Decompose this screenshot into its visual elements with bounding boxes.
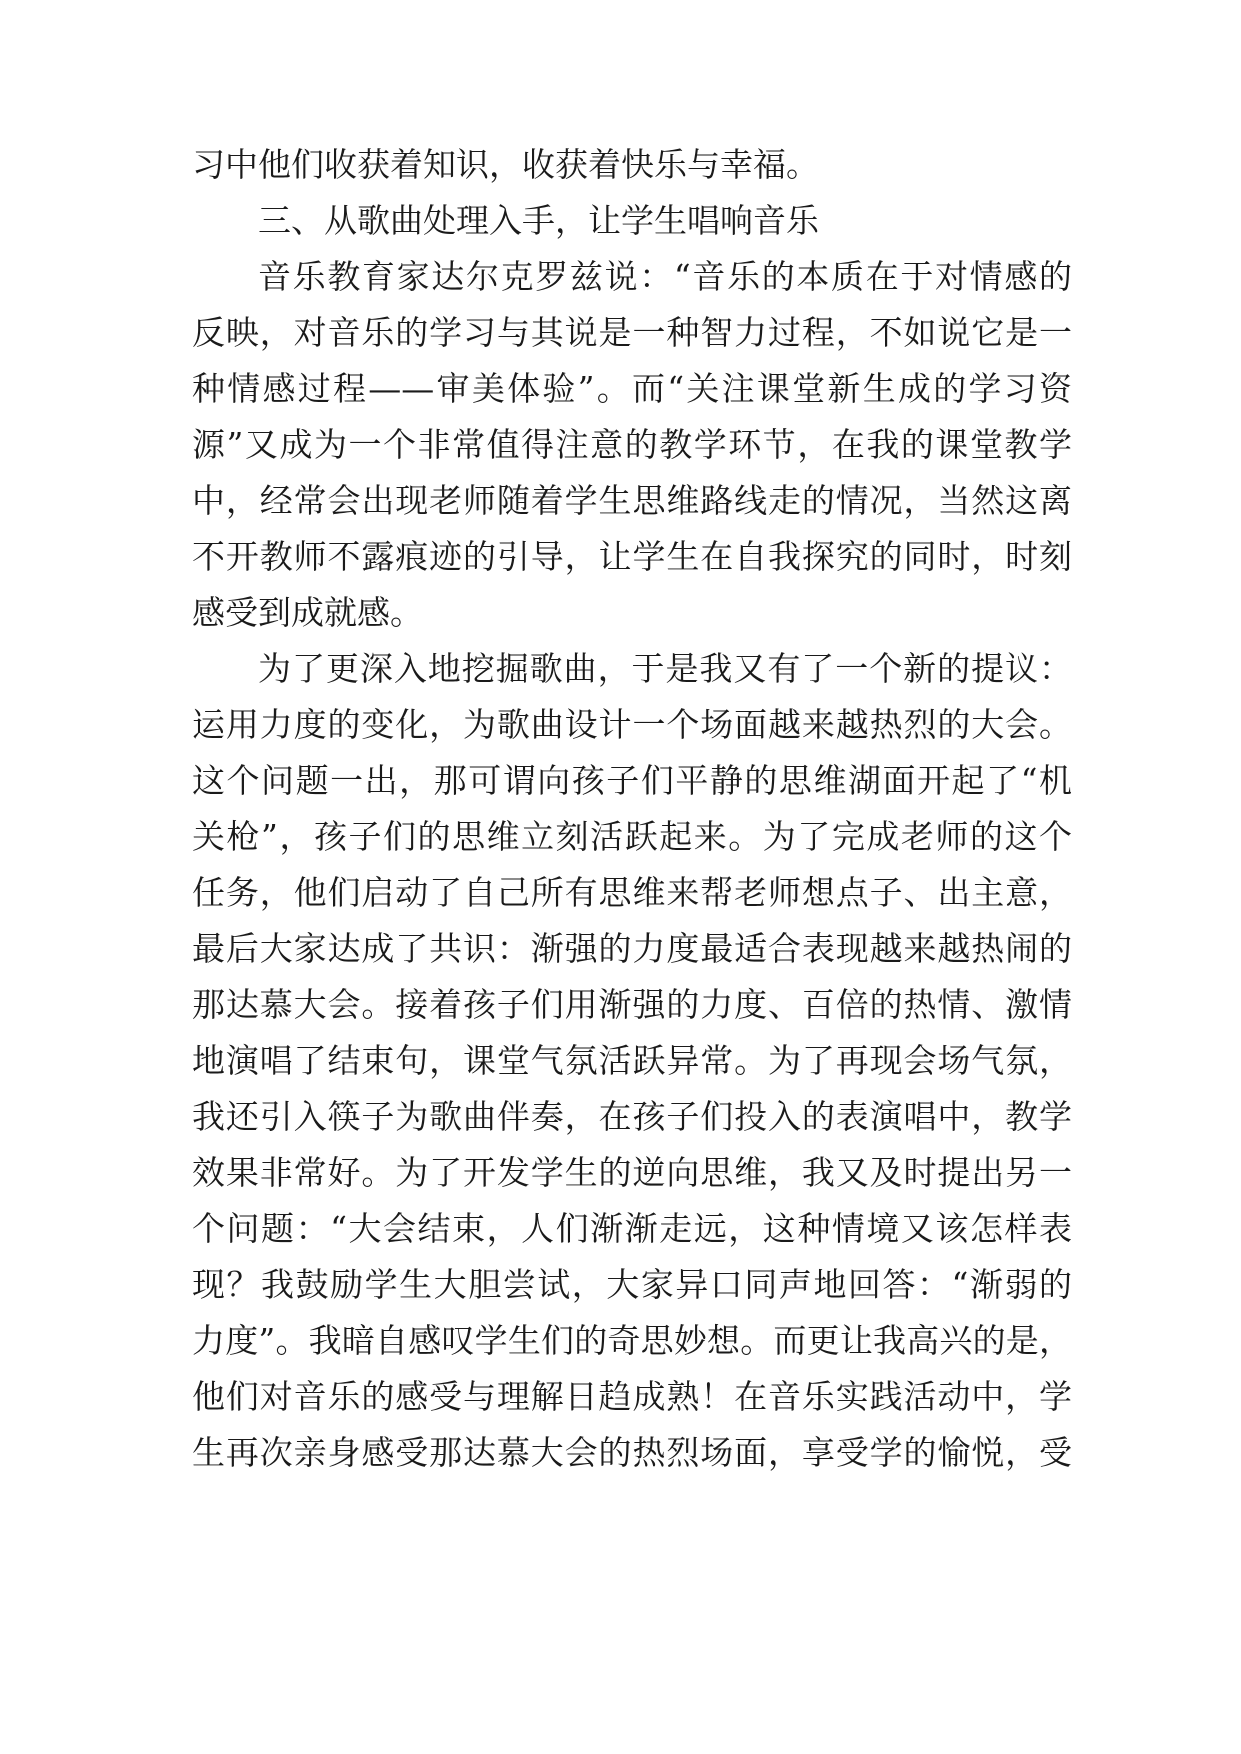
text-line: 不开教师不露痕迹的引导，让学生在自我探究的同时，时刻 (192, 537, 1072, 576)
text-line: 个问题：“大会结束，人们渐渐走远，这种情境又该怎样表 (192, 1209, 1072, 1248)
text-line: 种情感过程——审美体验”。而“关注课堂新生成的学习资 (192, 369, 1072, 408)
text-line: 地演唱了结束句，课堂气氛活跃异常。为了再现会场气氛， (192, 1041, 1072, 1080)
text-line: 现？我鼓励学生大胆尝试，大家异口同声地回答：“渐弱的 (192, 1265, 1072, 1304)
text-line: 中，经常会出现老师随着学生思维路线走的情况，当然这离 (192, 481, 1072, 520)
text-line: 反映，对音乐的学习与其说是一种智力过程，不如说它是一 (192, 313, 1072, 352)
text-line: 力度”。我暗自感叹学生们的奇思妙想。而更让我高兴的是， (192, 1321, 1072, 1360)
text-line: 我还引入筷子为歌曲伴奏，在孩子们投入的表演唱中，教学 (192, 1097, 1072, 1136)
text-line: 源”又成为一个非常值得注意的教学环节，在我的课堂教学 (192, 425, 1072, 464)
text-line: 效果非常好。为了开发学生的逆向思维，我又及时提出另一 (192, 1153, 1072, 1192)
text-line: 生再次亲身感受那达慕大会的热烈场面，享受学的愉悦，受 (192, 1433, 1072, 1472)
section-heading: 三、从歌曲处理入手，让学生唱响音乐 (258, 201, 819, 240)
text-line: 任务，他们启动了自己所有思维来帮老师想点子、出主意， (192, 873, 1072, 912)
text-line: 那达慕大会。接着孩子们用渐强的力度、百倍的热情、激情 (192, 985, 1072, 1024)
text-line: 为了更深入地挖掘歌曲，于是我又有了一个新的提议： (258, 649, 1072, 688)
text-line: 关枪”，孩子们的思维立刻活跃起来。为了完成老师的这个 (192, 817, 1072, 856)
text-line: 感受到成就感。 (192, 593, 423, 632)
text-line: 这个问题一出，那可谓向孩子们平静的思维湖面开起了“机 (192, 761, 1072, 800)
text-line: 习中他们收获着知识，收获着快乐与幸福。 (192, 145, 819, 184)
text-line: 运用力度的变化，为歌曲设计一个场面越来越热烈的大会。 (192, 705, 1072, 744)
text-line: 音乐教育家达尔克罗兹说：“音乐的本质在于对情感的 (258, 257, 1072, 296)
text-line: 最后大家达成了共识：渐强的力度最适合表现越来越热闹的 (192, 929, 1072, 968)
text-line: 他们对音乐的感受与理解日趋成熟！在音乐实践活动中，学 (192, 1377, 1072, 1416)
